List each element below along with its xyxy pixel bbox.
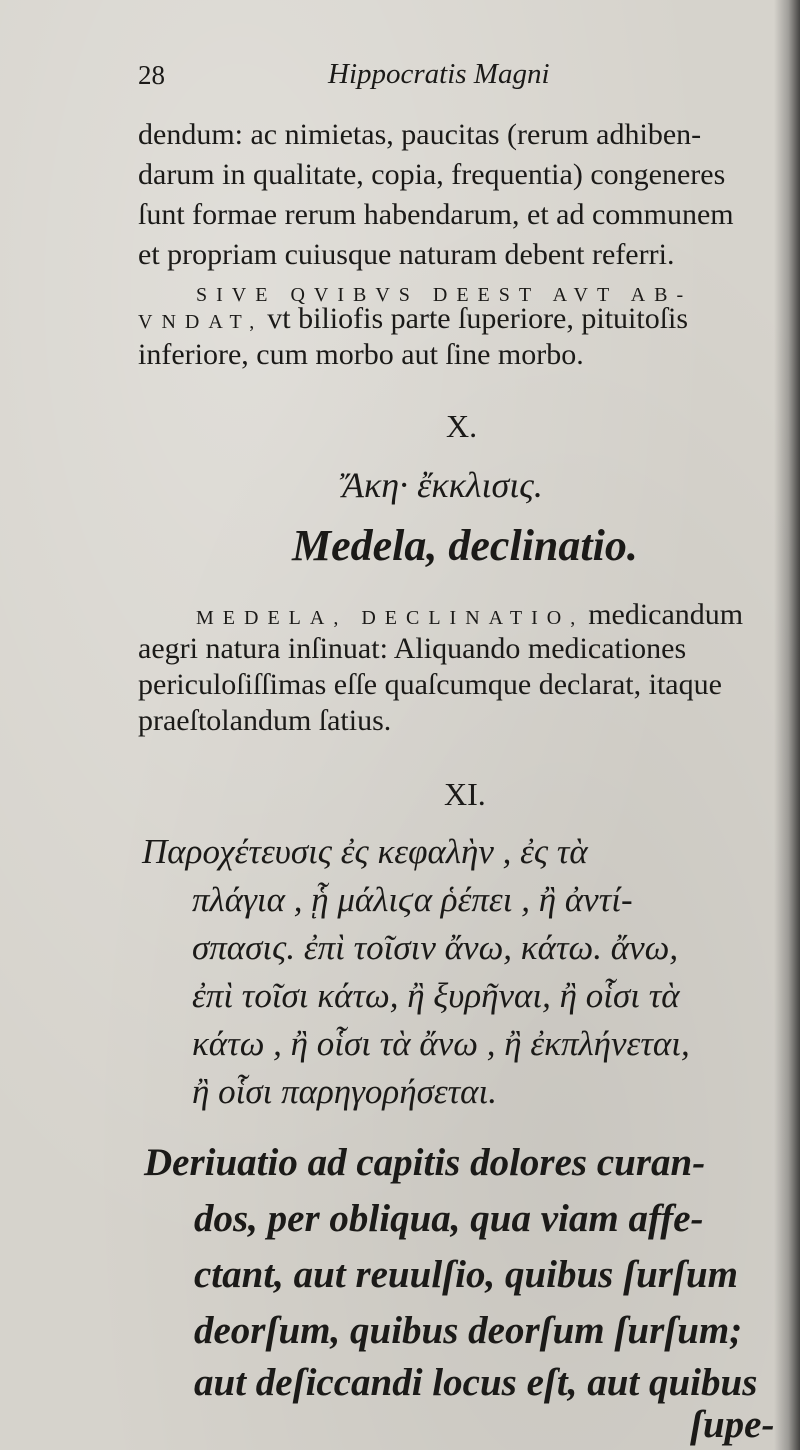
text-span: vt biliofis parte ſuperiore, pituitoſis	[267, 302, 689, 335]
greek-text-line: σπασις. ἐπὶ τοῖσιν ἄνω, κάτω. ἄνω,	[192, 928, 679, 967]
text-line-mixed	[196, 598, 743, 632]
small-caps-text: MEDELA, DECLINATIO,	[196, 607, 585, 629]
text-line: aegri natura inſinuat: Aliquando medicationes	[138, 632, 687, 665]
text-line: darum in qualitate, copia, frequentia) congeneres	[138, 158, 726, 191]
page-number: 28	[138, 60, 165, 90]
greek-text-line: ἐπὶ τοῖσι κάτω, ἢ ξυρῆναι, ἢ οἷσι τὰ	[192, 976, 680, 1015]
latin-text-line: ctant, aut reuulſio, quibus ſurſum	[194, 1253, 738, 1296]
text-line: et propriam cuiusque naturam debent referri.	[138, 238, 675, 271]
section-numeral: X.	[446, 408, 478, 444]
greek-text-line: Παροχέτευσις ἐς κεφαλὴν , ἐς τὰ	[142, 832, 588, 871]
running-title: Hippocratis Magni	[328, 58, 550, 90]
greek-text-line: κάτω , ἢ οἷσι τὰ ἄνω , ἢ ἐκπλήνεται,	[192, 1024, 690, 1063]
text-line: dendum: ac nimietas, paucitas (rerum adhiben-	[138, 118, 702, 151]
greek-text-line: ἢ οἷσι παρηγορήσεται.	[192, 1072, 498, 1111]
latin-text-line: deorſum, quibus deorſum ſurſum;	[194, 1309, 743, 1352]
latin-text-line: aut deſiccandi locus eſt, aut quibus	[194, 1361, 758, 1404]
latin-text-line: dos, per obliqua, qua viam affe-	[194, 1197, 704, 1240]
text-span: medicandum	[588, 598, 744, 631]
text-line: praeſtolandum ſatius.	[138, 704, 392, 737]
text-line: inferiore, cum morbo aut ſine morbo.	[138, 338, 584, 371]
text-line: periculoſiſſimas eſſe quaſcumque declarat, itaque	[138, 668, 722, 701]
small-caps-line: SIVE QVIBVS DEEST AVT AB-	[196, 284, 693, 306]
greek-text-line: πλάγια , ᾗ μάλιϛα ῥέπει , ἢ ἀντί-	[192, 880, 633, 919]
latin-heading: Medela, declinatio.	[292, 521, 638, 570]
catchword: ſupe-	[690, 1403, 775, 1446]
greek-heading: Ἄκη· ἔκκλισις.	[342, 465, 543, 505]
small-caps-text: VNDAT,	[138, 311, 264, 333]
section-numeral: XI.	[444, 776, 486, 812]
page-gutter-shadow	[774, 0, 800, 1450]
text-line: ſunt formae rerum habendarum, et ad communem	[138, 198, 734, 231]
text-line-mixed	[138, 302, 688, 336]
latin-text-line: Deriuatio ad capitis dolores curan-	[144, 1141, 706, 1184]
